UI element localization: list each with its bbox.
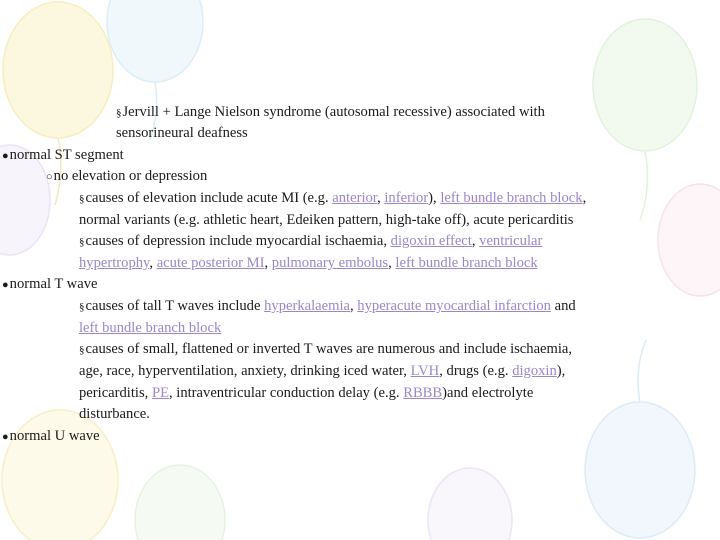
- hyperlink[interactable]: LVH: [410, 363, 440, 379]
- square-bullet-icon: §: [79, 301, 85, 313]
- text-run: causes of tall T waves include: [85, 298, 265, 314]
- text-line: [79, 404, 150, 425]
- hyperlink[interactable]: digoxin: [512, 363, 557, 379]
- text-run: no elevation or depression: [53, 168, 208, 184]
- text-run: normal variants (e.g. athletic heart, Edeiken pattern, high-take off), acute pericarditis: [79, 212, 574, 228]
- text-line: [2, 426, 100, 448]
- hyperlink[interactable]: hypertrophy: [79, 255, 150, 271]
- hyperlink[interactable]: left bundle branch block: [440, 190, 583, 206]
- text-line: [2, 274, 97, 296]
- hyperlink[interactable]: PE: [151, 385, 169, 401]
- square-bullet-icon: §: [79, 236, 85, 248]
- text-line: [79, 339, 572, 361]
- text-run: , drugs (e.g.: [439, 363, 513, 379]
- text-run: ),: [428, 190, 441, 206]
- text-line: [79, 231, 542, 253]
- square-bullet-icon: §: [79, 344, 85, 356]
- text-run: ,: [582, 190, 587, 206]
- text-run: causes of elevation include acute MI (e.g.: [85, 190, 333, 206]
- text-run: causes of depression include myocardial ischaemia,: [85, 233, 391, 249]
- text-run: ),: [556, 363, 566, 379]
- text-line: [46, 166, 207, 188]
- text-run: normal U wave: [9, 428, 100, 444]
- text-run: ,: [388, 255, 396, 271]
- text-run: disturbance.: [79, 406, 150, 422]
- text-line: [79, 210, 574, 231]
- text-run: causes of small, flattened or inverted T waves are numerous and include ischaemia,: [85, 341, 573, 357]
- hyperlink[interactable]: RBBB: [403, 385, 443, 401]
- hyperlink[interactable]: acute posterior MI: [156, 255, 265, 271]
- text-run: ,: [471, 233, 480, 249]
- text-run: ,: [149, 255, 157, 271]
- text-line: [79, 383, 533, 404]
- text-run: sensorineural deafness: [116, 125, 248, 141]
- hyperlink[interactable]: ventricular: [479, 233, 543, 249]
- text-line: [79, 188, 586, 210]
- square-bullet-icon: §: [116, 107, 122, 119]
- square-bullet-icon: §: [79, 193, 85, 205]
- text-run: , intraventricular conduction delay (e.g.: [168, 385, 404, 401]
- text-line: [79, 361, 565, 382]
- text-line: [79, 296, 576, 318]
- hyperlink[interactable]: hyperkalaemia: [264, 298, 350, 314]
- text-run: Jervill + Lange Nielson syndrome (autosomal recessive) associated with: [122, 104, 545, 120]
- text-run: normal ST segment: [9, 147, 124, 163]
- text-line: [116, 102, 545, 124]
- hyperlink[interactable]: inferior: [384, 190, 429, 206]
- dot-bullet-icon: ●: [2, 150, 9, 162]
- hyperlink[interactable]: hyperacute myocardial infarction: [357, 298, 551, 314]
- text-line: [2, 145, 124, 167]
- hyperlink[interactable]: left bundle branch block: [395, 255, 538, 271]
- dot-bullet-icon: ●: [2, 431, 9, 443]
- text-run: ,: [264, 255, 272, 271]
- ring-bullet-icon: ○: [46, 171, 53, 183]
- text-run: normal T wave: [9, 276, 98, 292]
- hyperlink[interactable]: left bundle branch block: [79, 320, 222, 336]
- dot-bullet-icon: ●: [2, 279, 9, 291]
- text-run: age, race, hyperventilation, anxiety, drinking iced water,: [79, 363, 411, 379]
- text-line: [79, 253, 538, 274]
- text-line: [116, 123, 248, 144]
- hyperlink[interactable]: pulmonary embolus: [271, 255, 389, 271]
- text-run: and: [550, 298, 576, 314]
- text-run: ,: [350, 298, 358, 314]
- text-line: [79, 318, 221, 339]
- text-run: )and electrolyte: [442, 385, 534, 401]
- text-run: ,: [377, 190, 385, 206]
- hyperlink[interactable]: digoxin effect: [390, 233, 472, 249]
- hyperlink[interactable]: anterior: [332, 190, 378, 206]
- text-run: pericarditis,: [79, 385, 152, 401]
